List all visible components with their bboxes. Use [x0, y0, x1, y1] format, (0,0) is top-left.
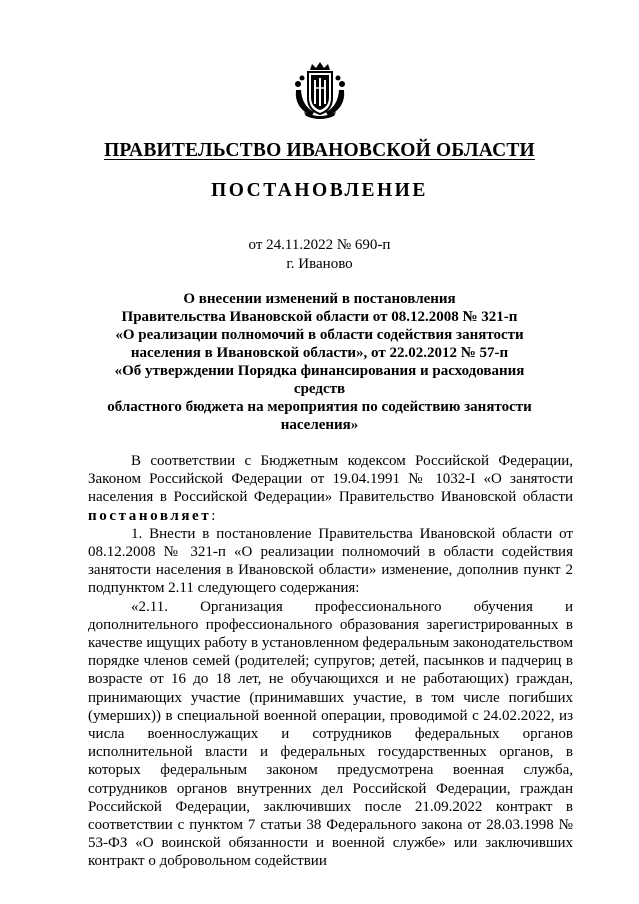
coat-of-arms-icon	[290, 60, 350, 120]
document-type: ПОСТАНОВЛЕНИЕ	[211, 180, 428, 201]
title-line: Правительства Ивановской области от 08.12.2008 № 321-п	[121, 309, 518, 325]
title-line: населения в Ивановской области», от 22.02.2012 № 57-п	[130, 345, 509, 361]
preamble-text: В соответствии с Бюджетным кодексом Российской Федерации, Законом Российской Федерации от 19.04.1991 № 1032-I «О занятости населения в Российской Федерации» Правительство Ивановской области	[88, 453, 573, 506]
organization-name: ПРАВИТЕЛЬСТВО ИВАНОВСКОЙ ОБЛАСТИ	[104, 140, 535, 161]
title-line: «О реализации полномочий в области содействия занятости	[115, 327, 524, 343]
title-line: «Об утверждении Порядка финансирования и расходования средств	[114, 363, 525, 397]
title-line: О внесении изменений в постановления	[183, 291, 456, 307]
decree-word: постановляет	[88, 507, 212, 524]
date-number: от 24.11.2022 № 690-п	[248, 237, 391, 253]
preamble-paragraph	[88, 452, 573, 525]
date-block	[0, 236, 639, 274]
item-2-11-paragraph: «2.11. Организация профессионального обучения и дополнительного профессионального образования зарегистрированных в качестве ищущих работу в установленном федеральным законодательством порядке членов семей (родителей; супругов; детей, пасынков и падчериц в возрасте от 16 до 18 лет, не обучающихся и не работающих) граждан, принимающих участие (принимавших участие, в том числе погибших (умерших)) в специальной военной операции, проводимой с 24.02.2022, из числа военнослужащих и сотрудников федеральных органов исполнительной власти и федеральных государственных органов, в которых федеральным законом предусмотрена военная служба, сотрудников органов внутренних дел Российской Федерации, граждан Российской Федерации, заключивших после 21.09.2022 контракт в соответствии с пунктом 7 статьи 38 Федерального закона от 28.03.1998 № 53-ФЗ «О воинской обязанности и военной службе» или заключивших контракт о добровольном содействии	[88, 598, 573, 870]
decree-colon: :	[211, 507, 216, 524]
document-body	[88, 452, 573, 871]
title-line: населения»	[280, 417, 359, 433]
item-1-paragraph: 1. Внести в постановление Правительства Ивановской области от 08.12.2008 № 321-п «О реализации полномочий в области содействия занятости населения в Ивановской области» изменение, дополнив пункт 2 подпунктом 2.11 следующего содержания:	[88, 525, 573, 597]
city: г. Иваново	[286, 256, 353, 272]
document-title	[88, 290, 551, 434]
title-line: областного бюджета на мероприятия по содействию занятости	[107, 399, 532, 415]
